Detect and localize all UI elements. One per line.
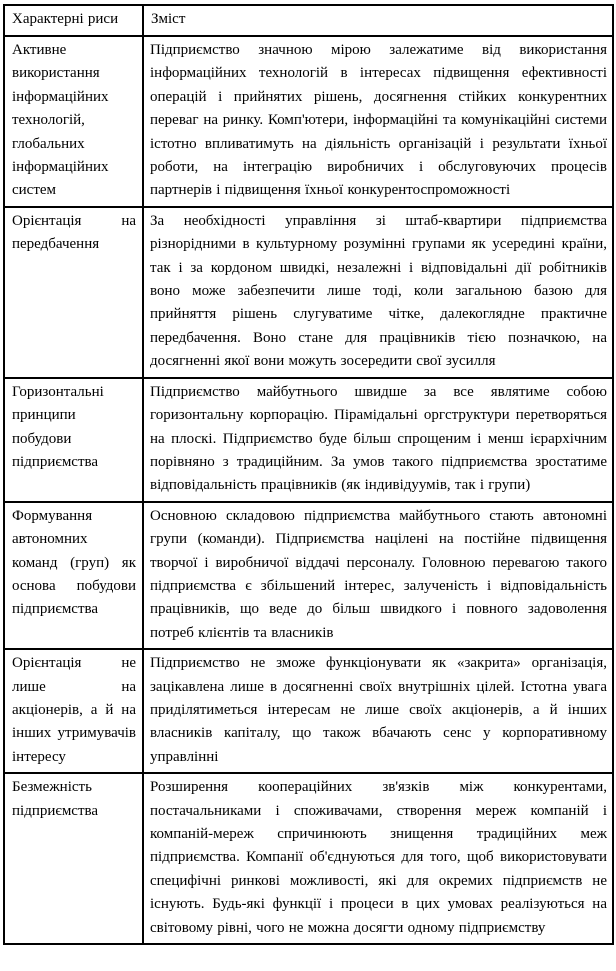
content-cell: Підприємство не зможе функціонувати як «закрита» організація, зацікавлена лише в досягненні своїх внутрішніх цілей. Істотна увага приділятиметься інтересам не лише своїх акціонерів, а й інших власників капіталу, що також вбачають сенс у корпоративному управлінні <box>143 649 613 773</box>
header-cell-content: Зміст <box>143 5 613 36</box>
table-row <box>4 378 613 502</box>
table-row <box>4 649 613 773</box>
feature-cell: Горизонтальні принципи побудови підприємства <box>4 378 143 502</box>
content-cell: Підприємство значною мірою залежатиме від використання інформаційних технологій в інтересах підвищення ефективності операцій і прийнятих рішень, досягнення стійких конкурентних переваг на ринку. Комп'ютери, інформаційні та комунікаційні системи істотно впливатимуть на діяльність організацій і результати їхньої роботи, на інтеграцію виробничих і обслуговуючих процесів партнерів і підвищення їхньої конкурентоспроможності <box>143 36 613 207</box>
table-header-row <box>4 5 613 36</box>
table-body <box>4 36 613 944</box>
feature-cell: Орієнтація на передбачення <box>4 207 143 378</box>
content-cell: Розширення коопераційних зв'язків між конкурентами, постачальниками і споживачами, створення мереж компаній і компаній-мереж спричинюють знищення традиційних меж підприємства. Компанії об'єднуються для того, щоб використовувати специфічні ринкові можливості, які для окремих підприємств не існують. Будь-які функції і процеси в цих умовах реалізуються на світовому рівні, чого не можна досягти одному підприємству <box>143 773 613 944</box>
feature-cell: Орієнтація не лише на акціонерів, а й на інших утримувачів інтересу <box>4 649 143 773</box>
header-cell-feature: Характерні риси <box>4 5 143 36</box>
table-row <box>4 36 613 207</box>
table-row <box>4 502 613 649</box>
enterprise-features-table <box>3 4 614 945</box>
feature-cell: Безмежність підприємства <box>4 773 143 944</box>
table-row <box>4 773 613 944</box>
feature-cell: Формування автономних команд (груп) як основа побудови підприємства <box>4 502 143 649</box>
content-cell: За необхідності управління зі штаб-квартири підприємства різнорідними в культурному розумінні групами як усередині країни, так і за кордоном швидкі, незалежні і відповідальні дії робітників воно може забезпечити лише тоді, коли загальною базою для прийняття рішень слугуватиме чітке, далекоглядне практичне передбачення. Воно стане для працівників тією позначкою, на досягненні якої вони можуть зосередити свої зусилля <box>143 207 613 378</box>
table-row <box>4 207 613 378</box>
content-cell: Основною складовою підприємства майбутнього стають автономні групи (команди). Підприємства націлені на постійне підвищення творчої і виробничої віддачі персоналу. Головною перевагою такого підприємства є збільшений інтерес, залученість і відповідальність працівників, що веде до більш швидкого і повного задоволення потреб клієнтів та власників <box>143 502 613 649</box>
feature-cell: Активне використання інформаційних технологій, глобальних інформаційних систем <box>4 36 143 207</box>
content-cell: Підприємство майбутнього швидше за все являтиме собою горизонтальну корпорацію. Пірамідальні оргструктури перетворяться на плоскі. Підприємство буде більш спрощеним і менш ієрархічним порівняно з традиційним. За умов такого підприємства зростатиме відповідальність працівників (як індивідуумів, так і групи) <box>143 378 613 502</box>
